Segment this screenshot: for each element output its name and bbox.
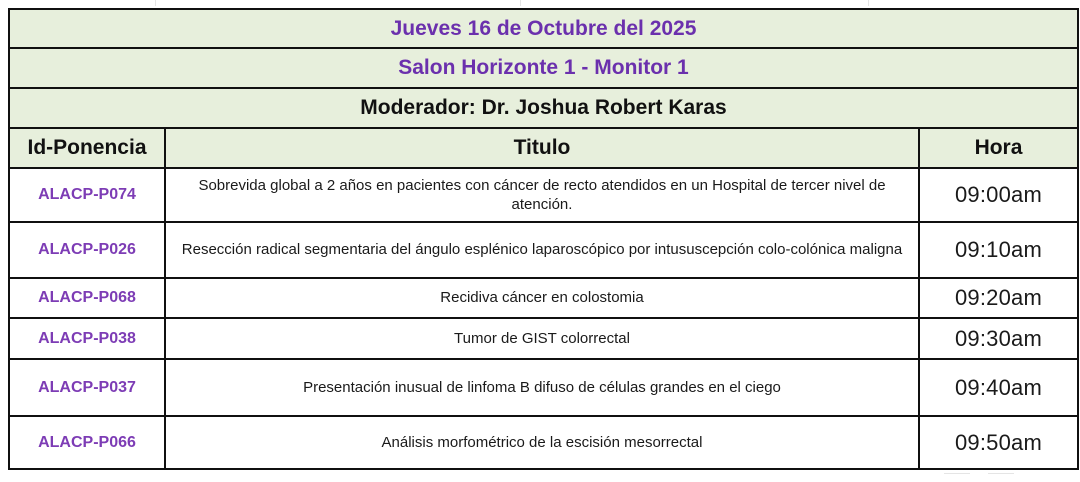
date-header-row xyxy=(9,9,1078,48)
ponencia-time: 09:10am xyxy=(919,222,1078,278)
ponencia-time: 09:50am xyxy=(919,416,1078,469)
gridline-artifact xyxy=(944,473,970,474)
column-header-id: Id-Ponencia xyxy=(9,128,165,168)
gridline-artifact xyxy=(155,0,156,6)
ponencia-id: ALACP-P037 xyxy=(9,359,165,416)
ponencia-title: Tumor de GIST colorrectal xyxy=(165,318,919,359)
gridline-artifact xyxy=(520,0,521,6)
ponencia-title: Presentación inusual de linfoma B difuso de células grandes en el ciego xyxy=(165,359,919,416)
date-header: Jueves 16 de Octubre del 2025 xyxy=(9,9,1078,48)
ponencia-id: ALACP-P038 xyxy=(9,318,165,359)
gridline-artifact xyxy=(868,0,869,6)
table-row xyxy=(9,416,1078,469)
table-row xyxy=(9,222,1078,278)
ponencia-time: 09:30am xyxy=(919,318,1078,359)
table-row xyxy=(9,168,1078,222)
table-row xyxy=(9,318,1078,359)
ponencia-time: 09:20am xyxy=(919,278,1078,318)
ponencia-title: Análisis morfométrico de la escisión mesorrectal xyxy=(165,416,919,469)
room-header-row xyxy=(9,48,1078,88)
ponencia-id: ALACP-P066 xyxy=(9,416,165,469)
ponencia-time: 09:00am xyxy=(919,168,1078,222)
schedule-table xyxy=(8,8,1079,470)
moderator-header: Moderador: Dr. Joshua Robert Karas xyxy=(9,88,1078,128)
table-row xyxy=(9,359,1078,416)
column-header-title: Titulo xyxy=(165,128,919,168)
room-header: Salon Horizonte 1 - Monitor 1 xyxy=(9,48,1078,88)
column-header-time: Hora xyxy=(919,128,1078,168)
ponencia-title: Recidiva cáncer en colostomia xyxy=(165,278,919,318)
table-row xyxy=(9,278,1078,318)
ponencia-id: ALACP-P026 xyxy=(9,222,165,278)
ponencia-id: ALACP-P074 xyxy=(9,168,165,222)
ponencia-title: Sobrevida global a 2 años en pacientes con cáncer de recto atendidos en un Hospital de tercer nivel de atención. xyxy=(165,168,919,222)
gridline-artifact xyxy=(988,473,1014,474)
ponencia-time: 09:40am xyxy=(919,359,1078,416)
ponencia-id: ALACP-P068 xyxy=(9,278,165,318)
moderator-header-row xyxy=(9,88,1078,128)
ponencia-title: Resección radical segmentaria del ángulo esplénico laparoscópico por intususcepción colo-colónica maligna xyxy=(165,222,919,278)
column-header-row xyxy=(9,128,1078,168)
